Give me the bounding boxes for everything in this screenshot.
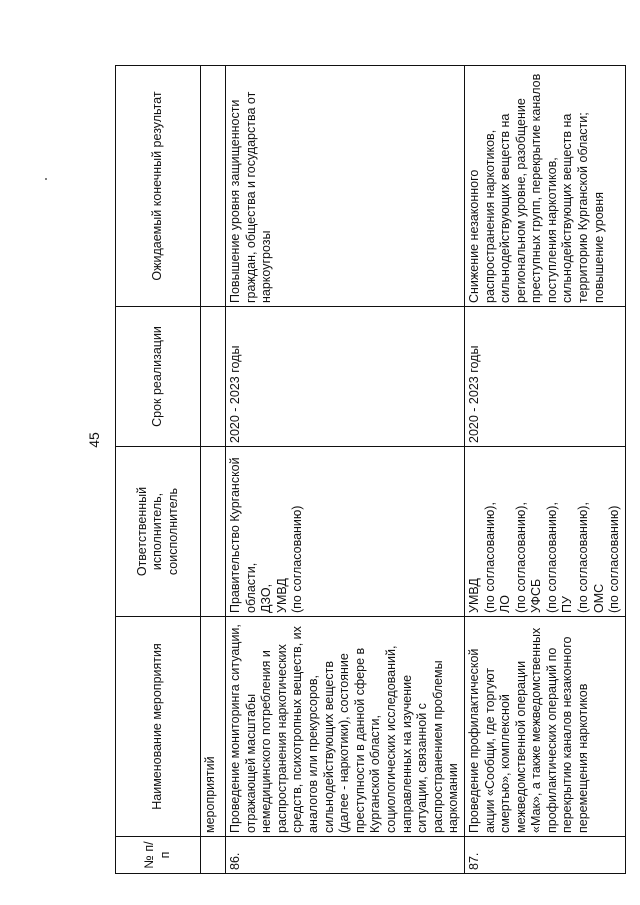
table-row-continuation — [201, 66, 226, 874]
row-responsible: УМВД (по согласованию), ЛО (по согласованию), УФСБ (по согласованию), ПУ (по согласованию), ОМС (по согласованию) — [464, 447, 625, 617]
header-num: № п/п — [116, 837, 201, 874]
header-responsible: Ответственный исполнитель, соисполнитель — [116, 447, 201, 617]
row-period: 2020 - 2023 годы — [464, 307, 625, 447]
cont-result-cell — [201, 66, 226, 307]
cont-num-cell — [201, 837, 226, 874]
header-result: Ожидаемый конечный результат — [116, 66, 201, 307]
table-row — [226, 66, 465, 874]
cont-name-cell: мероприятий — [201, 617, 226, 837]
header-period: Срок реализации — [116, 307, 201, 447]
row-name: Проведение мониторинга ситуации, отражающей масштабы немедицинского потребления и распространения наркотических средств, психотропных веществ, их аналогов или прекурсоров, сильнодействующих веществ (далее - наркотики), состояние преступности в данной сфере в Курганской области, социологических исследований, направленных на изучение ситуации, связанной с распространением проблемы наркомании — [226, 617, 465, 837]
row-result: Повышение уровня защищенности граждан, общества и государства от наркоугрозы — [226, 66, 465, 307]
header-name: Наименование мероприятия — [116, 617, 201, 837]
cont-period-cell — [201, 307, 226, 447]
cont-responsible-cell — [201, 447, 226, 617]
row-num: 86. — [226, 837, 465, 874]
table-header-row — [116, 66, 201, 874]
table-row — [464, 66, 625, 874]
row-period: 2020 - 2023 годы — [226, 307, 465, 447]
measures-table — [115, 65, 626, 874]
row-name: Проведение профилактической акции «Сообщи, где торгуют смертью», комплексной межведомственной операции «Мак», а также межведомственных профилактических операций по перекрытию каналов незаконного перемещения наркотиков — [464, 617, 625, 837]
row-result: Снижение незаконного распространения наркотиков, сильнодействующих веществ на региональном уровне, разобщение преступных групп, перекрытие каналов поступления наркотиков, сильнодействующих веществ на территорию Курганской области; повышение уровня — [464, 66, 625, 307]
row-responsible: Правительство Курганской области, ДЗО, УМВД (по согласованию) — [226, 447, 465, 617]
page-number: 45 — [86, 432, 102, 448]
row-num: 87. — [464, 837, 625, 874]
